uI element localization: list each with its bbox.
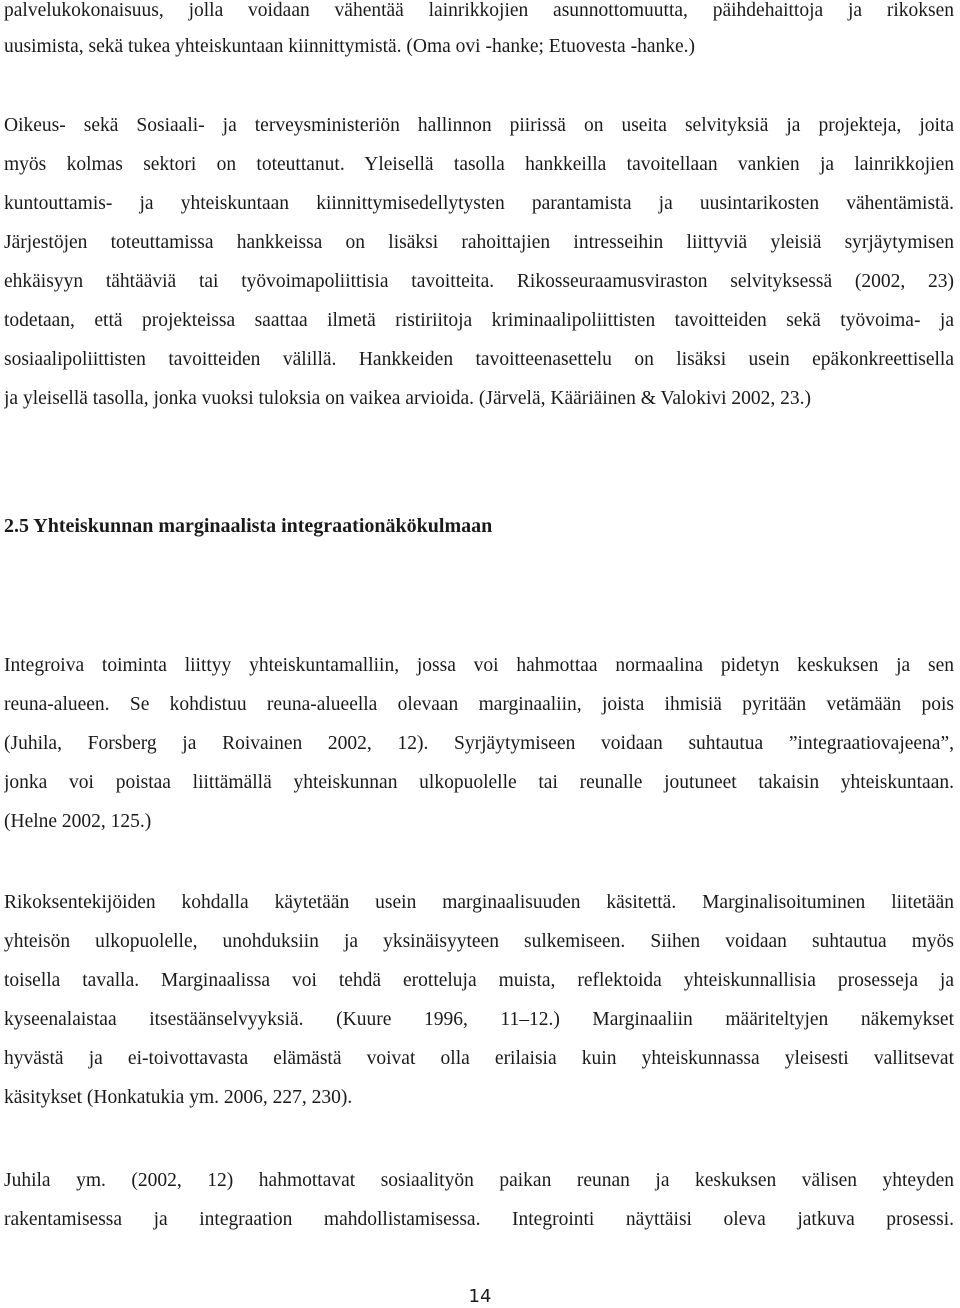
paragraph-line: (Juhila, Forsberg ja Roivainen 2002, 12). Syrjäytymiseen voidaan suhtautua ”integraatiovajeena”,	[4, 733, 954, 754]
paragraph-line: Oikeus- sekä Sosiaali- ja terveysministeriön hallinnon piirissä on useita selvityksiä ja projekteja, joita	[4, 115, 954, 136]
paragraph-line: reuna-alueen. Se kohdistuu reuna-alueella olevaan marginaaliin, joista ihmisiä pyritään vetämään pois	[4, 694, 954, 715]
paragraph-line: palvelukokonaisuus, jolla voidaan vähentää lainrikkojien asunnottomuutta, päihdehaittoja ja rikoksen	[4, 0, 954, 21]
paragraph-line: (Helne 2002, 125.)	[4, 811, 152, 832]
paragraph-line: Juhila ym. (2002, 12) hahmottavat sosiaalityön paikan reunan ja keskuksen välisen yhteyden	[4, 1170, 954, 1191]
paragraph-line: sosiaalipoliittisten tavoitteiden välillä. Hankkeiden tavoitteenasettelu on lisäksi usein epäkonkreettisella	[4, 349, 954, 370]
section-heading: 2.5 Yhteiskunnan marginaalista integraationäkökulmaan	[4, 515, 493, 537]
paragraph-line: ehkäisyyn tähtääviä tai työvoimapoliittisia tavoitteita. Rikosseuraamusviraston selvityksessä (2002, 23)	[4, 271, 954, 292]
paragraph-line: jonka voi poistaa liittämällä yhteiskunnan ulkopuolelle tai reunalle joutuneet takaisin yhteiskuntaan.	[4, 772, 954, 793]
paragraph-line: kuntouttamis- ja yhteiskuntaan kiinnittymisedellytysten parantamista ja uusintarikosten vähentämistä.	[4, 193, 954, 214]
paragraph-line: ja yleisellä tasolla, jonka vuoksi tuloksia on vaikea arvioida. (Järvelä, Kääriäinen & Valokivi 2002, 23.)	[4, 388, 812, 409]
page-number: 14	[468, 1286, 492, 1307]
paragraph-line: kyseenalaistaa itsestäänselvyyksiä. (Kuure 1996, 11–12.) Marginaaliin määriteltyjen näkemykset	[4, 1009, 954, 1030]
paragraph-line: Rikoksentekijöiden kohdalla käytetään usein marginaalisuuden käsitettä. Marginalisoituminen liitetään	[4, 892, 954, 913]
paragraph-line: uusimista, sekä tukea yhteiskuntaan kiinnittymistä. (Oma ovi -hanke; Etuovesta -hanke.)	[4, 36, 696, 57]
paragraph-line: Järjestöjen toteuttamissa hankkeissa on lisäksi rahoittajien intresseihin liittyviä yleisiä syrjäytymisen	[4, 232, 954, 253]
paragraph-line: käsitykset (Honkatukia ym. 2006, 227, 230).	[4, 1087, 353, 1108]
paragraph-line: hyvästä ja ei-toivottavasta elämästä voivat olla erilaisia kuin yhteiskunnassa yleisesti vallitsevat	[4, 1048, 954, 1069]
paragraph-line: Integroiva toiminta liittyy yhteiskuntamalliin, jossa voi hahmottaa normaalina pidetyn keskuksen ja sen	[4, 655, 954, 676]
paragraph-line: todetaan, että projekteissa saattaa ilmetä ristiriitoja kriminaalipoliittisten tavoitteiden sekä työvoima- ja	[4, 310, 954, 331]
paragraph-line: rakentamisessa ja integraation mahdollistamisessa. Integrointi näyttäisi oleva jatkuva prosessi.	[4, 1209, 954, 1230]
paragraph-line: myös kolmas sektori on toteuttanut. Yleisellä tasolla hankkeilla tavoitellaan vankien ja lainrikkojien	[4, 154, 954, 175]
paragraph-line: toisella tavalla. Marginaalissa voi tehdä erotteluja muista, reflektoida yhteiskunnallisia prosesseja ja	[4, 970, 954, 991]
paragraph-line: yhteisön ulkopuolelle, unohduksiin ja yksinäisyyteen sulkemiseen. Siihen voidaan suhtautua myös	[4, 931, 954, 952]
